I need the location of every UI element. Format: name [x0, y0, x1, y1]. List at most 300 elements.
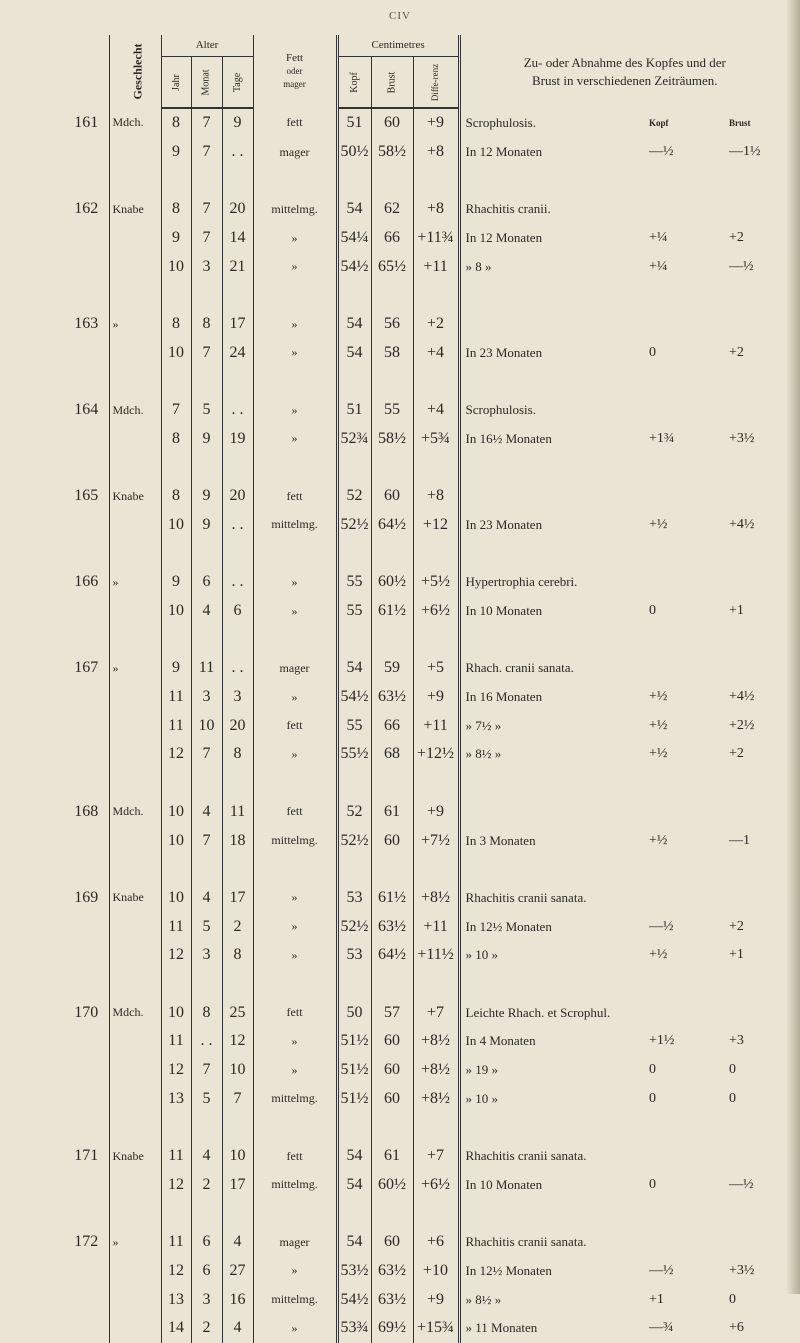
cell-brust: 68 — [371, 740, 413, 769]
cell-sex — [109, 138, 161, 167]
cell-note: » 7½ » — [459, 711, 649, 740]
cell-diff: +11¾ — [413, 224, 459, 253]
cell-k — [649, 970, 729, 999]
cell-sex — [109, 166, 161, 195]
table-row — [64, 941, 789, 970]
cell-tage: 20 — [222, 482, 253, 511]
cell-sex — [109, 625, 161, 654]
header-fett-line1: Fett — [285, 52, 304, 64]
cell-kopf — [337, 1113, 371, 1142]
cell-diff: +7 — [413, 1142, 459, 1171]
cell-brust: 62 — [371, 195, 413, 224]
cell-monat — [191, 855, 222, 884]
cell-note: In 3 Monaten — [459, 826, 649, 855]
cell-brust: 60 — [371, 1228, 413, 1257]
cell-sex — [109, 740, 161, 769]
cell-diff: +8 — [413, 195, 459, 224]
header-monat: Monat — [191, 57, 222, 109]
cell-k: +1½ — [649, 1033, 675, 1049]
cell-tage: 21 — [222, 252, 253, 281]
cell-brust — [371, 367, 413, 396]
cell-id: 165 — [74, 487, 99, 505]
cell-brust: 60½ — [371, 568, 413, 597]
cell-tage: . . — [222, 511, 253, 540]
cell-brust — [371, 855, 413, 884]
cell-note: In 23 Monaten — [459, 339, 649, 368]
cell-jahr — [161, 855, 191, 884]
cell-brust: 65½ — [371, 252, 413, 281]
cell-jahr: 12 — [161, 1257, 191, 1286]
cell-note — [459, 310, 649, 339]
cell-k: +¼ — [649, 258, 668, 274]
cell-id — [64, 1027, 109, 1056]
table-row — [64, 912, 789, 941]
cell-fett: mittelmg. — [253, 1084, 337, 1113]
cell-tage: 25 — [222, 998, 253, 1027]
cell-diff — [413, 539, 459, 568]
cell-monat — [191, 1113, 222, 1142]
cell-b: —1 — [729, 832, 751, 848]
cell-k: 0 — [649, 1062, 657, 1078]
cell-brust: 69½ — [371, 1314, 413, 1343]
cell-jahr: 14 — [161, 1314, 191, 1343]
cell-monat: 2 — [191, 1314, 222, 1343]
cell-k — [649, 166, 729, 195]
cell-kopf: 53¾ — [337, 1314, 371, 1343]
cell-b — [729, 625, 789, 654]
cell-note: In 12½ Monaten — [459, 912, 649, 941]
cell-jahr: 10 — [161, 339, 191, 368]
cell-note: » 10 » — [459, 941, 649, 970]
cell-sex — [109, 281, 161, 310]
cell-b: 0 — [729, 1291, 737, 1307]
cell-monat: 7 — [191, 826, 222, 855]
cell-kopf: 54 — [337, 195, 371, 224]
cell-kopf: 55 — [337, 568, 371, 597]
cell-kopf: 54 — [337, 339, 371, 368]
cell-id: 166 — [74, 573, 99, 591]
cell-tage — [222, 855, 253, 884]
cell-brust: 58 — [371, 339, 413, 368]
cell-note: » 11 Monaten — [459, 1314, 649, 1343]
cell-monat: 6 — [191, 1228, 222, 1257]
cell-note: In 12½ Monaten — [459, 1257, 649, 1286]
cell-sex: » — [109, 1228, 161, 1257]
table-row — [64, 654, 789, 683]
cell-brust: 55 — [371, 396, 413, 425]
cell-id — [64, 511, 109, 540]
cell-note: Leichte Rhach. et Scrophul. — [459, 998, 649, 1027]
spacer-row — [64, 1199, 789, 1228]
cell-sex — [109, 711, 161, 740]
cell-fett: mittelmg. — [253, 1170, 337, 1199]
cell-tage — [222, 1113, 253, 1142]
cell-k — [649, 539, 729, 568]
table-row — [64, 1170, 789, 1199]
cell-k: 0 — [649, 603, 657, 619]
table-row — [64, 884, 789, 913]
cell-brust: 58½ — [371, 138, 413, 167]
cell-tage: 8 — [222, 740, 253, 769]
cell-b — [729, 396, 789, 425]
cell-note: In 16½ Monaten — [459, 425, 649, 454]
cell-id: 161 — [74, 113, 99, 131]
cell-b: 0 — [729, 1062, 737, 1078]
cell-kopf: 51½ — [337, 1027, 371, 1056]
cell-monat: 2 — [191, 1170, 222, 1199]
cell-sex — [109, 453, 161, 482]
cell-diff: +10 — [413, 1257, 459, 1286]
cell-jahr: 10 — [161, 798, 191, 827]
cell-kopf — [337, 1199, 371, 1228]
cell-fett: mager — [253, 1228, 337, 1257]
cell-id — [64, 941, 109, 970]
cell-jahr: 12 — [161, 1170, 191, 1199]
cell-fett: mager — [253, 654, 337, 683]
cell-k — [649, 195, 729, 224]
spacer-row — [64, 769, 789, 798]
cell-monat: 4 — [191, 884, 222, 913]
cell-jahr — [161, 970, 191, 999]
cell-k — [649, 1142, 729, 1171]
cell-k — [649, 884, 729, 913]
cell-jahr: 7 — [161, 396, 191, 425]
cell-kopf — [337, 539, 371, 568]
cell-diff: +9 — [413, 798, 459, 827]
cell-b: +6 — [729, 1320, 744, 1336]
cell-sex — [109, 425, 161, 454]
cell-sex — [109, 683, 161, 712]
cell-k: —½ — [649, 1262, 674, 1278]
cell-kopf: 52¾ — [337, 425, 371, 454]
cell-brust: 60 — [371, 1027, 413, 1056]
cell-b — [729, 195, 789, 224]
cell-monat: 9 — [191, 482, 222, 511]
cell-tage — [222, 539, 253, 568]
cell-tage — [222, 281, 253, 310]
cell-fett — [253, 166, 337, 195]
cell-sex: » — [109, 310, 161, 339]
cell-jahr: 11 — [161, 1228, 191, 1257]
cell-diff: +7½ — [413, 826, 459, 855]
spacer-row — [64, 453, 789, 482]
cell-jahr: 11 — [161, 912, 191, 941]
cell-id — [64, 339, 109, 368]
cell-kopf: 54 — [337, 310, 371, 339]
cell-note: In 12 Monaten — [459, 138, 649, 167]
cell-tage: 12 — [222, 1027, 253, 1056]
cell-monat: 7 — [191, 339, 222, 368]
cell-id — [64, 539, 109, 568]
cell-sex — [109, 1170, 161, 1199]
cell-jahr — [161, 367, 191, 396]
cell-monat: 3 — [191, 941, 222, 970]
cell-kopf: 54½ — [337, 252, 371, 281]
table-body — [64, 108, 789, 1343]
cell-tage: 17 — [222, 310, 253, 339]
cell-id — [64, 1199, 109, 1228]
header-fett-line3: mager — [283, 79, 306, 89]
cell-diff: +15¾ — [413, 1314, 459, 1343]
cell-sex: Mdch. — [109, 798, 161, 827]
cell-kopf: 54 — [337, 1170, 371, 1199]
cell-k — [649, 367, 729, 396]
cell-tage: 4 — [222, 1314, 253, 1343]
cell-brust — [371, 769, 413, 798]
cell-fett: fett — [253, 1142, 337, 1171]
cell-monat: 7 — [191, 138, 222, 167]
cell-brust: 63½ — [371, 1285, 413, 1314]
cell-kopf: 52½ — [337, 826, 371, 855]
cell-b — [729, 453, 789, 482]
cell-fett: mittelmg. — [253, 511, 337, 540]
cell-jahr: 9 — [161, 654, 191, 683]
cell-note: » 8 » — [459, 252, 649, 281]
cell-fett: » — [253, 310, 337, 339]
spacer-row — [64, 970, 789, 999]
cell-jahr: 8 — [161, 482, 191, 511]
cell-diff: +8 — [413, 138, 459, 167]
table-row — [64, 1142, 789, 1171]
table-row — [64, 1257, 789, 1286]
header-description-line2: Brust in verschiedenen Zeiträumen. — [532, 72, 718, 88]
cell-jahr: 8 — [161, 425, 191, 454]
cell-b — [729, 568, 789, 597]
cell-b: 0 — [729, 1090, 737, 1106]
cell-monat — [191, 539, 222, 568]
cell-monat — [191, 970, 222, 999]
table-row — [64, 195, 789, 224]
cell-kopf: 54½ — [337, 1285, 371, 1314]
table-row — [64, 339, 789, 368]
cell-sex — [109, 367, 161, 396]
cell-fett: » — [253, 396, 337, 425]
cell-diff — [413, 453, 459, 482]
cell-brust: 66 — [371, 711, 413, 740]
cell-id — [64, 1170, 109, 1199]
cell-note: In 16 Monaten — [459, 683, 649, 712]
cell-brust — [371, 1113, 413, 1142]
spacer-row — [64, 539, 789, 568]
spacer-row — [64, 281, 789, 310]
cell-fett: mittelmg. — [253, 826, 337, 855]
header-description — [459, 35, 789, 108]
cell-monat: 7 — [191, 740, 222, 769]
cell-diff: +8½ — [413, 884, 459, 913]
cell-diff — [413, 855, 459, 884]
cell-monat: 9 — [191, 511, 222, 540]
cell-kopf: 52½ — [337, 912, 371, 941]
cell-kopf: 52 — [337, 798, 371, 827]
cell-monat: 5 — [191, 912, 222, 941]
cell-fett: » — [253, 1257, 337, 1286]
cell-jahr — [161, 166, 191, 195]
header-centimetres: Centimetres — [337, 35, 459, 57]
cell-monat: 10 — [191, 711, 222, 740]
cell-id — [64, 252, 109, 281]
cell-brust: 58½ — [371, 425, 413, 454]
cell-jahr: 11 — [161, 1027, 191, 1056]
cell-jahr: 9 — [161, 224, 191, 253]
header-id — [64, 35, 109, 108]
cell-monat — [191, 281, 222, 310]
cell-sex — [109, 855, 161, 884]
cell-b — [729, 1199, 789, 1228]
cell-note — [459, 798, 649, 827]
cell-k: +1 — [649, 1291, 664, 1307]
cell-brust: 61½ — [371, 597, 413, 626]
cell-jahr: 11 — [161, 1142, 191, 1171]
cell-id — [64, 1056, 109, 1085]
cell-tage: 18 — [222, 826, 253, 855]
cell-sex — [109, 1027, 161, 1056]
cell-b: +1 — [729, 947, 744, 963]
cell-id — [64, 769, 109, 798]
cell-monat — [191, 453, 222, 482]
cell-note: Rhachitis cranii sanata. — [459, 1228, 649, 1257]
cell-id — [64, 740, 109, 769]
cell-jahr: 8 — [161, 108, 191, 138]
table-row — [64, 252, 789, 281]
cell-monat: 6 — [191, 568, 222, 597]
cell-b: +3½ — [729, 430, 755, 446]
cell-sex — [109, 1199, 161, 1228]
cell-id: 162 — [74, 200, 99, 218]
cell-kopf: 51½ — [337, 1084, 371, 1113]
cell-brust — [371, 970, 413, 999]
cell-k: 0 — [649, 1090, 657, 1106]
cell-jahr: 13 — [161, 1084, 191, 1113]
cell-jahr: 9 — [161, 138, 191, 167]
cell-kopf: 55 — [337, 711, 371, 740]
cell-k: —½ — [649, 144, 674, 160]
spacer-row — [64, 367, 789, 396]
cell-sex: » — [109, 654, 161, 683]
cell-monat: 11 — [191, 654, 222, 683]
table-row — [64, 826, 789, 855]
cell-brust: 66 — [371, 224, 413, 253]
cell-monat: 7 — [191, 1056, 222, 1085]
cell-k: +½ — [649, 516, 668, 532]
cell-jahr: 11 — [161, 683, 191, 712]
cell-sex — [109, 511, 161, 540]
cell-note — [459, 453, 649, 482]
cell-k — [649, 281, 729, 310]
cell-id — [64, 1113, 109, 1142]
cell-diff: +9 — [413, 108, 459, 138]
cell-b — [729, 884, 789, 913]
cell-note — [459, 166, 649, 195]
cell-note: In 23 Monaten — [459, 511, 649, 540]
cell-fett — [253, 539, 337, 568]
cell-sex: Knabe — [109, 482, 161, 511]
cell-kopf — [337, 166, 371, 195]
cell-monat: 7 — [191, 224, 222, 253]
cell-k — [649, 769, 729, 798]
cell-note: Rhach. cranii sanata. — [459, 654, 649, 683]
cell-tage — [222, 367, 253, 396]
cell-fett — [253, 367, 337, 396]
cell-tage: 3 — [222, 683, 253, 712]
cell-jahr — [161, 453, 191, 482]
cell-fett: mager — [253, 138, 337, 167]
cell-brust: 63½ — [371, 1257, 413, 1286]
cell-monat — [191, 625, 222, 654]
cell-k: —¾ — [649, 1320, 674, 1336]
header-fett — [253, 35, 337, 108]
table-row — [64, 1027, 789, 1056]
cell-brust: 59 — [371, 654, 413, 683]
cell-diff: +8½ — [413, 1084, 459, 1113]
cell-id — [64, 1285, 109, 1314]
cell-diff: +5½ — [413, 568, 459, 597]
table-row — [64, 1084, 789, 1113]
cell-kopf — [337, 970, 371, 999]
cell-note: » 19 » — [459, 1056, 649, 1085]
cell-diff: +8½ — [413, 1056, 459, 1085]
cell-diff: +5 — [413, 654, 459, 683]
cell-jahr: 8 — [161, 195, 191, 224]
cell-brust — [371, 1199, 413, 1228]
cell-tage: 19 — [222, 425, 253, 454]
cell-note — [459, 281, 649, 310]
cell-sex — [109, 1285, 161, 1314]
cell-kopf: 55½ — [337, 740, 371, 769]
cell-k: +1¾ — [649, 430, 675, 446]
cell-b: +3 — [729, 1033, 744, 1049]
cell-tage — [222, 453, 253, 482]
cell-note — [459, 1113, 649, 1142]
page-number: CIV — [389, 10, 411, 22]
cell-jahr: 10 — [161, 511, 191, 540]
cell-b: —1½ — [729, 144, 761, 160]
cell-kopf — [337, 769, 371, 798]
cell-id — [64, 1314, 109, 1343]
cell-b — [729, 1228, 789, 1257]
cell-k — [649, 1228, 729, 1257]
cell-b — [729, 367, 789, 396]
cell-tage: 16 — [222, 1285, 253, 1314]
cell-fett — [253, 1113, 337, 1142]
cell-sex — [109, 941, 161, 970]
cell-monat: 5 — [191, 396, 222, 425]
cell-fett — [253, 453, 337, 482]
cell-jahr: 12 — [161, 740, 191, 769]
cell-k: +½ — [649, 689, 668, 705]
cell-id — [64, 224, 109, 253]
cell-k — [649, 855, 729, 884]
cell-id: 167 — [74, 659, 99, 677]
cell-k — [649, 453, 729, 482]
cell-jahr — [161, 769, 191, 798]
cell-id — [64, 138, 109, 167]
cell-fett: mittelmg. — [253, 195, 337, 224]
cell-kopf: 53 — [337, 884, 371, 913]
cell-diff: +6½ — [413, 597, 459, 626]
cell-tage: . . — [222, 654, 253, 683]
cell-b — [729, 1142, 789, 1171]
cell-b — [729, 798, 789, 827]
cell-kopf: 53½ — [337, 1257, 371, 1286]
cell-id — [64, 1084, 109, 1113]
cell-fett: fett — [253, 998, 337, 1027]
cell-id: 169 — [74, 888, 99, 906]
cell-jahr: 13 — [161, 1285, 191, 1314]
cell-note: Rhachitis cranii sanata. — [459, 884, 649, 913]
cell-diff — [413, 1113, 459, 1142]
cell-monat: 7 — [191, 108, 222, 138]
cell-k: 0 — [649, 1176, 657, 1192]
